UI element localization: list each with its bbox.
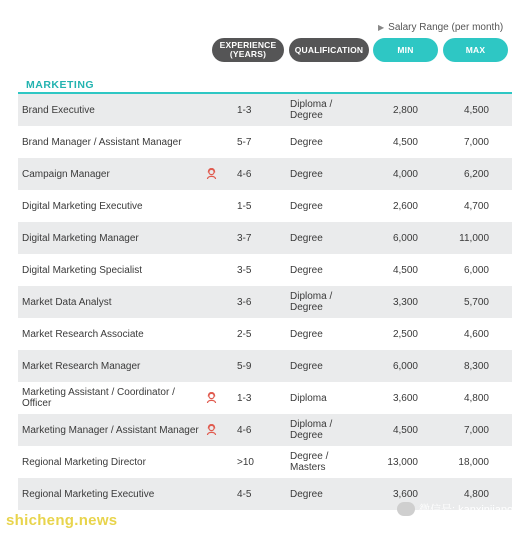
job-title-cell: Digital Marketing Executive (22, 200, 143, 212)
job-title-cell: Regional Marketing Director (22, 456, 146, 468)
max-salary-cell: 7,000 (463, 424, 489, 436)
experience-cell: 2-5 (237, 328, 252, 340)
max-salary-cell: 4,600 (463, 328, 489, 340)
experience-cell: 3-6 (237, 296, 252, 308)
qualification-cell: Degree (290, 264, 323, 276)
max-salary-cell: 5,700 (463, 296, 489, 308)
experience-cell: 1-3 (237, 392, 252, 404)
table-row (18, 286, 512, 318)
max-salary-cell: 7,000 (463, 136, 489, 148)
job-title-cell: Marketing Manager / Assistant Manager (22, 424, 199, 436)
qualification-cell: Degree (290, 136, 323, 148)
qualification-cell: Diploma / Degree (290, 419, 333, 441)
table-row (18, 318, 512, 350)
experience-cell: 4-5 (237, 488, 252, 500)
experience-column-header: EXPERIENCE (YEARS) (212, 38, 284, 62)
experience-cell: 5-9 (237, 360, 252, 372)
experience-cell: 1-5 (237, 200, 252, 212)
job-title-cell: Brand Manager / Assistant Manager (22, 136, 182, 148)
triangle-right-icon: ▶ (378, 23, 385, 32)
min-salary-cell: 3,600 (392, 488, 418, 500)
experience-cell: 3-5 (237, 264, 252, 276)
experience-cell: 5-7 (237, 136, 252, 148)
table-row (18, 414, 512, 446)
job-title-cell: Marketing Assistant / Coordinator / Officer (22, 387, 175, 409)
salary-range-note (378, 22, 518, 33)
max-salary-cell: 6,000 (463, 264, 489, 276)
min-salary-cell: 4,500 (392, 424, 418, 436)
salary-table (18, 94, 512, 510)
job-title-cell: Market Data Analyst (22, 296, 112, 308)
qualification-cell: Degree (290, 488, 323, 500)
experience-cell: 4-6 (237, 424, 252, 436)
qualification-column-header: QUALIFICATION (289, 38, 369, 62)
person-headset-icon (204, 414, 218, 446)
qualification-cell: Degree (290, 232, 323, 244)
salary-range-note-text: Salary Range (per month) (388, 22, 504, 33)
max-salary-cell: 4,800 (463, 392, 489, 404)
min-salary-cell: 2,600 (392, 200, 418, 212)
table-row (18, 254, 512, 286)
min-salary-cell: 2,800 (392, 104, 418, 116)
watermark-right (397, 501, 513, 517)
max-salary-cell: 11,000 (459, 232, 489, 244)
qualification-cell: Degree (290, 168, 323, 180)
job-title-cell: Digital Marketing Specialist (22, 264, 143, 276)
table-row (18, 94, 512, 126)
max-salary-cell: 6,200 (463, 168, 489, 180)
max-salary-cell: 4,500 (463, 104, 489, 116)
qualification-cell: Degree (290, 328, 323, 340)
qualification-cell: Diploma / Degree (290, 99, 333, 121)
section-title: MARKETING (26, 79, 95, 91)
watermark-right-text: 微信号: kanxinjiapo (419, 504, 514, 516)
job-title-cell: Regional Marketing Executive (22, 488, 155, 500)
wechat-icon (397, 502, 415, 516)
table-row (18, 222, 512, 254)
qualification-cell: Degree (290, 360, 323, 372)
min-salary-cell: 2,500 (392, 328, 418, 340)
job-title-cell: Market Research Manager (22, 360, 141, 372)
qualification-cell: Degree / Masters (290, 451, 329, 473)
min-salary-cell: 4,000 (392, 168, 418, 180)
job-title-cell: Market Research Associate (22, 328, 144, 340)
experience-cell: 1-3 (237, 104, 252, 116)
person-headset-icon (204, 158, 218, 190)
qualification-cell: Diploma (290, 392, 327, 404)
max-column-header: MAX (443, 38, 508, 62)
max-salary-cell: 4,700 (463, 200, 489, 212)
qualification-cell: Diploma / Degree (290, 291, 333, 313)
max-salary-cell: 4,800 (463, 488, 489, 500)
min-salary-cell: 6,000 (392, 360, 418, 372)
min-salary-cell: 3,600 (392, 392, 418, 404)
max-salary-cell: 8,300 (463, 360, 489, 372)
job-title-cell: Campaign Manager (22, 168, 110, 180)
experience-cell: 4-6 (237, 168, 252, 180)
max-salary-cell: 18,000 (458, 456, 489, 468)
table-row (18, 158, 512, 190)
min-column-header: MIN (373, 38, 438, 62)
person-headset-icon (204, 382, 218, 414)
table-row (18, 190, 512, 222)
min-salary-cell: 4,500 (392, 264, 418, 276)
job-title-cell: Digital Marketing Manager (22, 232, 139, 244)
table-row (18, 446, 512, 478)
table-row (18, 382, 512, 414)
watermark-left: shicheng.news (6, 512, 118, 529)
experience-cell: >10 (237, 456, 254, 468)
table-row (18, 350, 512, 382)
job-title-cell: Brand Executive (22, 104, 95, 116)
table-row (18, 126, 512, 158)
min-salary-cell: 4,500 (392, 136, 418, 148)
qualification-cell: Degree (290, 200, 323, 212)
min-salary-cell: 13,000 (387, 456, 418, 468)
experience-cell: 3-7 (237, 232, 252, 244)
min-salary-cell: 6,000 (392, 232, 418, 244)
min-salary-cell: 3,300 (392, 296, 418, 308)
